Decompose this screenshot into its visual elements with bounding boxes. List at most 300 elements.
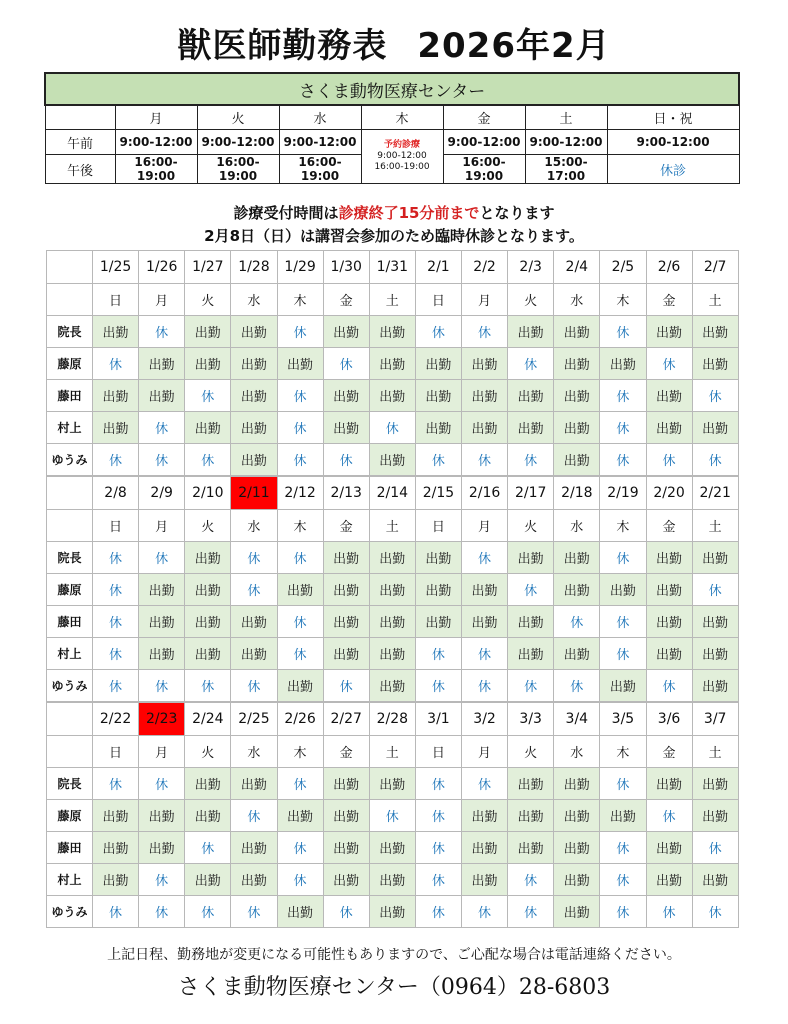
- shift-off-cell: 休: [277, 864, 323, 896]
- pm-hours: 16:00-19:00: [115, 155, 197, 184]
- corner-cell: [47, 251, 93, 284]
- staff-name: 院長: [47, 316, 93, 348]
- shift-off-cell: 休: [231, 542, 277, 574]
- shift-off-cell: 休: [185, 896, 231, 928]
- title-main: 獣医師勤務表: [177, 26, 388, 66]
- notice-text: となります: [479, 204, 555, 222]
- weekday-cell: 金: [323, 284, 369, 316]
- shift-work-cell: 出勤: [277, 896, 323, 928]
- shift-work-cell: 出勤: [554, 832, 600, 864]
- shift-work-cell: 出勤: [185, 316, 231, 348]
- shift-work-cell: 出勤: [369, 574, 415, 606]
- shift-work-cell: 出勤: [554, 638, 600, 670]
- date-row: [47, 251, 739, 284]
- shift-off-cell: 休: [93, 542, 139, 574]
- weekday-cell: 火: [508, 284, 554, 316]
- shift-off-cell: 休: [646, 800, 692, 832]
- shift-work-cell: 出勤: [323, 574, 369, 606]
- date-cell: 2/19: [600, 477, 646, 510]
- shift-off-cell: 休: [508, 348, 554, 380]
- shift-off-cell: 休: [139, 316, 185, 348]
- shift-off-cell: 休: [462, 444, 508, 476]
- staff-name: 藤原: [47, 348, 93, 380]
- date-cell: 2/27: [323, 703, 369, 736]
- shift-work-cell: 出勤: [323, 768, 369, 800]
- shift-off-cell: 休: [600, 832, 646, 864]
- shift-work-cell: 出勤: [231, 412, 277, 444]
- shift-work-cell: 出勤: [139, 832, 185, 864]
- shift-work-cell: 出勤: [600, 800, 646, 832]
- shift-off-cell: 休: [415, 832, 461, 864]
- hours-am-row: [45, 130, 739, 155]
- clinic-hours-table: [44, 72, 740, 184]
- weekday-cell: 土: [369, 736, 415, 768]
- shift-off-cell: 休: [600, 444, 646, 476]
- weekday-cell: 金: [323, 510, 369, 542]
- shift-work-cell: 出勤: [323, 380, 369, 412]
- hours-day: 水: [279, 105, 361, 130]
- shift-off-cell: 休: [554, 670, 600, 702]
- shift-off-cell: 休: [508, 444, 554, 476]
- shift-work-cell: 出勤: [646, 832, 692, 864]
- am-hours: 9:00-12:00: [607, 130, 739, 155]
- thursday-hours: [361, 130, 443, 184]
- shift-work-cell: 出勤: [139, 348, 185, 380]
- am-hours: 9:00-12:00: [443, 130, 525, 155]
- shift-work-cell: 出勤: [600, 670, 646, 702]
- shift-off-cell: 休: [508, 670, 554, 702]
- shift-off-cell: 休: [369, 800, 415, 832]
- shift-work-cell: 出勤: [600, 348, 646, 380]
- shift-off-cell: 休: [277, 542, 323, 574]
- shift-work-cell: 出勤: [231, 864, 277, 896]
- shift-work-cell: 出勤: [185, 348, 231, 380]
- weekday-cell: 土: [692, 510, 738, 542]
- weekday-cell: 水: [231, 510, 277, 542]
- date-cell: 2/21: [692, 477, 738, 510]
- shift-off-cell: 休: [462, 896, 508, 928]
- shift-work-cell: 出勤: [508, 412, 554, 444]
- staff-name: 藤原: [47, 800, 93, 832]
- shift-off-cell: 休: [462, 316, 508, 348]
- shift-off-cell: 休: [231, 800, 277, 832]
- shift-work-cell: 出勤: [646, 606, 692, 638]
- shift-work-cell: 出勤: [692, 412, 738, 444]
- shift-work-cell: 出勤: [415, 348, 461, 380]
- shift-work-cell: 出勤: [646, 638, 692, 670]
- hours-day: 日・祝: [607, 105, 739, 130]
- shift-work-cell: 出勤: [554, 768, 600, 800]
- shift-off-cell: 休: [93, 348, 139, 380]
- shift-work-cell: 出勤: [323, 800, 369, 832]
- shift-work-cell: 出勤: [93, 412, 139, 444]
- staff-name: 藤田: [47, 606, 93, 638]
- weekday-cell: 金: [646, 284, 692, 316]
- shift-work-cell: 出勤: [462, 832, 508, 864]
- shift-off-cell: 休: [231, 670, 277, 702]
- shift-work-cell: 出勤: [185, 864, 231, 896]
- weekday-cell: 金: [646, 736, 692, 768]
- weekday-cell: 月: [139, 284, 185, 316]
- date-cell: 3/3: [508, 703, 554, 736]
- shift-work-cell: 出勤: [554, 380, 600, 412]
- shift-work-cell: 出勤: [462, 864, 508, 896]
- shift-work-cell: 出勤: [139, 574, 185, 606]
- weekday-cell: 土: [692, 284, 738, 316]
- weekday-cell: 木: [277, 284, 323, 316]
- date-cell: 3/4: [554, 703, 600, 736]
- date-cell: 2/26: [277, 703, 323, 736]
- date-cell: 2/9: [139, 477, 185, 510]
- corner-cell: [47, 284, 93, 316]
- shift-work-cell: 出勤: [369, 638, 415, 670]
- shift-off-cell: 休: [415, 670, 461, 702]
- shift-off-cell: 休: [139, 444, 185, 476]
- shift-work-cell: 出勤: [323, 832, 369, 864]
- date-cell: 2/2: [462, 251, 508, 284]
- am-hours: 9:00-12:00: [115, 130, 197, 155]
- roster-week-1: [46, 250, 739, 476]
- shift-work-cell: 出勤: [508, 832, 554, 864]
- shift-off-cell: 休: [600, 542, 646, 574]
- date-cell: 2/7: [692, 251, 738, 284]
- shift-off-cell: 休: [185, 670, 231, 702]
- shift-off-cell: 休: [600, 606, 646, 638]
- shift-off-cell: 休: [185, 832, 231, 864]
- shift-work-cell: 出勤: [646, 864, 692, 896]
- shift-off-cell: 休: [600, 864, 646, 896]
- staff-name: 院長: [47, 542, 93, 574]
- staff-row: [47, 444, 739, 476]
- shift-off-cell: 休: [277, 606, 323, 638]
- shift-work-cell: 出勤: [508, 316, 554, 348]
- weekday-cell: 火: [185, 736, 231, 768]
- date-cell: 2/25: [231, 703, 277, 736]
- shift-off-cell: 休: [277, 768, 323, 800]
- shift-off-cell: 休: [231, 574, 277, 606]
- shift-work-cell: 出勤: [692, 606, 738, 638]
- shift-work-cell: 出勤: [369, 768, 415, 800]
- shift-off-cell: 休: [93, 638, 139, 670]
- weekday-cell: 土: [369, 284, 415, 316]
- shift-off-cell: 休: [277, 832, 323, 864]
- weekday-cell: 日: [415, 510, 461, 542]
- footer-note: 上記日程、勤務地が変更になる可能性もありますので、ご心配な場合は電話連絡ください。: [107, 947, 681, 963]
- shift-off-cell: 休: [462, 542, 508, 574]
- clinic-name-header: さくま動物医療センター: [45, 73, 739, 105]
- shift-off-cell: 休: [462, 670, 508, 702]
- notice-text: 診療受付時間は: [233, 204, 339, 222]
- shift-off-cell: 休: [323, 444, 369, 476]
- shift-work-cell: 出勤: [646, 316, 692, 348]
- staff-row: [47, 606, 739, 638]
- notice-highlight: 診療終了15分前まで: [338, 204, 480, 222]
- shift-off-cell: 休: [600, 412, 646, 444]
- weekday-cell: 水: [231, 284, 277, 316]
- staff-name: 村上: [47, 638, 93, 670]
- title-month: 2026年2月: [417, 26, 611, 66]
- shift-work-cell: 出勤: [462, 574, 508, 606]
- shift-work-cell: 出勤: [323, 864, 369, 896]
- corner-cell: [47, 510, 93, 542]
- shift-off-cell: 休: [415, 864, 461, 896]
- hours-day: 木: [361, 105, 443, 130]
- weekday-cell: 月: [462, 510, 508, 542]
- shift-off-cell: 休: [93, 896, 139, 928]
- shift-off-cell: 休: [415, 316, 461, 348]
- date-row: [47, 477, 739, 510]
- shift-work-cell: 出勤: [508, 768, 554, 800]
- shift-work-cell: 出勤: [139, 380, 185, 412]
- shift-work-cell: 出勤: [415, 542, 461, 574]
- shift-off-cell: 休: [277, 444, 323, 476]
- weekday-cell: 日: [93, 510, 139, 542]
- staff-name: 藤原: [47, 574, 93, 606]
- shift-work-cell: 出勤: [323, 638, 369, 670]
- shift-off-cell: 休: [415, 896, 461, 928]
- shift-off-cell: 休: [139, 542, 185, 574]
- date-cell: 1/28: [231, 251, 277, 284]
- shift-off-cell: 休: [508, 896, 554, 928]
- shift-work-cell: 出勤: [554, 542, 600, 574]
- shift-work-cell: 出勤: [231, 444, 277, 476]
- shift-work-cell: 出勤: [93, 380, 139, 412]
- shift-work-cell: 出勤: [415, 412, 461, 444]
- thursday-am: 9:00-12:00: [377, 151, 427, 161]
- date-cell: 2/13: [323, 477, 369, 510]
- shift-work-cell: 出勤: [646, 574, 692, 606]
- date-cell: 2/18: [554, 477, 600, 510]
- shift-off-cell: 休: [646, 670, 692, 702]
- hours-day: 月: [115, 105, 197, 130]
- weekday-row: [47, 736, 739, 768]
- shift-work-cell: 出勤: [554, 574, 600, 606]
- roster-week-3: [46, 702, 739, 928]
- shift-off-cell: 休: [508, 574, 554, 606]
- date-cell: 2/12: [277, 477, 323, 510]
- holiday-date-cell: 2/11: [231, 477, 277, 510]
- shift-work-cell: 出勤: [508, 542, 554, 574]
- shift-work-cell: 出勤: [139, 638, 185, 670]
- shift-work-cell: 出勤: [369, 542, 415, 574]
- shift-off-cell: 休: [369, 412, 415, 444]
- am-hours: 9:00-12:00: [525, 130, 607, 155]
- date-row: [47, 703, 739, 736]
- date-cell: 2/20: [646, 477, 692, 510]
- weekday-cell: 水: [231, 736, 277, 768]
- shift-work-cell: 出勤: [692, 768, 738, 800]
- reservation-note: 予約診療: [383, 140, 420, 150]
- shift-work-cell: 出勤: [277, 574, 323, 606]
- shift-work-cell: 出勤: [369, 896, 415, 928]
- weekday-cell: 土: [692, 736, 738, 768]
- shift-work-cell: 出勤: [462, 606, 508, 638]
- pm-hours: 16:00-19:00: [279, 155, 361, 184]
- staff-row: [47, 348, 739, 380]
- shift-work-cell: 出勤: [185, 800, 231, 832]
- staff-row: [47, 638, 739, 670]
- thursday-pm: 16:00-19:00: [374, 162, 430, 172]
- shift-work-cell: 出勤: [369, 316, 415, 348]
- shift-work-cell: 出勤: [462, 412, 508, 444]
- shift-work-cell: 出勤: [369, 670, 415, 702]
- date-cell: 2/4: [554, 251, 600, 284]
- notice-closure: 2月8日（日）は講習会参加のため臨時休診となります。: [204, 227, 584, 245]
- shift-work-cell: 出勤: [369, 444, 415, 476]
- shift-work-cell: 出勤: [369, 832, 415, 864]
- date-cell: 1/27: [185, 251, 231, 284]
- date-cell: 1/26: [139, 251, 185, 284]
- shift-work-cell: 出勤: [231, 638, 277, 670]
- shift-work-cell: 出勤: [646, 768, 692, 800]
- shift-off-cell: 休: [93, 606, 139, 638]
- weekday-cell: 木: [277, 510, 323, 542]
- staff-row: [47, 864, 739, 896]
- pm-hours: 16:00-19:00: [197, 155, 279, 184]
- hours-days-row: [45, 105, 739, 130]
- shift-work-cell: 出勤: [185, 606, 231, 638]
- shift-off-cell: 休: [139, 670, 185, 702]
- staff-name: ゆうみ: [47, 444, 93, 476]
- shift-work-cell: 出勤: [93, 864, 139, 896]
- page-title: [0, 18, 788, 67]
- weekday-cell: 火: [185, 284, 231, 316]
- shift-work-cell: 出勤: [554, 348, 600, 380]
- shift-work-cell: 出勤: [508, 606, 554, 638]
- date-cell: 1/31: [369, 251, 415, 284]
- weekday-cell: 月: [139, 510, 185, 542]
- shift-work-cell: 出勤: [185, 574, 231, 606]
- pm-label: 午後: [45, 155, 115, 184]
- shift-off-cell: 休: [508, 864, 554, 896]
- shift-off-cell: 休: [646, 444, 692, 476]
- weekday-cell: 日: [93, 284, 139, 316]
- am-label: 午前: [45, 130, 115, 155]
- shift-work-cell: 出勤: [93, 832, 139, 864]
- staff-name: 村上: [47, 412, 93, 444]
- corner-cell: [47, 477, 93, 510]
- shift-work-cell: 出勤: [139, 800, 185, 832]
- date-cell: 2/16: [462, 477, 508, 510]
- shift-off-cell: 休: [185, 444, 231, 476]
- shift-off-cell: 休: [554, 606, 600, 638]
- shift-off-cell: 休: [139, 896, 185, 928]
- shift-work-cell: 出勤: [554, 316, 600, 348]
- date-cell: 2/8: [93, 477, 139, 510]
- am-hours: 9:00-12:00: [279, 130, 361, 155]
- hours-corner: [45, 105, 115, 130]
- shift-off-cell: 休: [692, 832, 738, 864]
- shift-off-cell: 休: [692, 574, 738, 606]
- date-cell: 2/14: [369, 477, 415, 510]
- shift-work-cell: 出勤: [415, 574, 461, 606]
- staff-name: 院長: [47, 768, 93, 800]
- shift-work-cell: 出勤: [554, 444, 600, 476]
- shift-work-cell: 出勤: [323, 316, 369, 348]
- shift-off-cell: 休: [93, 768, 139, 800]
- shift-off-cell: 休: [93, 670, 139, 702]
- staff-row: [47, 896, 739, 928]
- shift-work-cell: 出勤: [231, 380, 277, 412]
- weekday-cell: 木: [277, 736, 323, 768]
- shift-off-cell: 休: [462, 768, 508, 800]
- shift-work-cell: 出勤: [185, 768, 231, 800]
- staff-name: 村上: [47, 864, 93, 896]
- shift-work-cell: 出勤: [185, 638, 231, 670]
- shift-work-cell: 出勤: [646, 380, 692, 412]
- shift-work-cell: 出勤: [323, 542, 369, 574]
- shift-work-cell: 出勤: [692, 638, 738, 670]
- shift-work-cell: 出勤: [646, 412, 692, 444]
- date-cell: 2/3: [508, 251, 554, 284]
- roster-week-2: [46, 476, 739, 702]
- shift-off-cell: 休: [646, 348, 692, 380]
- shift-off-cell: 休: [277, 412, 323, 444]
- shift-off-cell: 休: [600, 316, 646, 348]
- weekday-cell: 月: [462, 736, 508, 768]
- shift-off-cell: 休: [277, 316, 323, 348]
- notice-reception: [0, 202, 788, 223]
- pm-hours: 16:00-19:00: [443, 155, 525, 184]
- footer-contact: さくま動物医療センター（0964）28-6803: [177, 975, 611, 1000]
- shift-off-cell: 休: [323, 670, 369, 702]
- shift-off-cell: 休: [277, 638, 323, 670]
- staff-name: ゆうみ: [47, 670, 93, 702]
- weekday-cell: 火: [185, 510, 231, 542]
- shift-work-cell: 出勤: [185, 542, 231, 574]
- date-cell: 2/10: [185, 477, 231, 510]
- staff-row: [47, 380, 739, 412]
- weekday-cell: 水: [554, 736, 600, 768]
- staff-row: [47, 832, 739, 864]
- shift-work-cell: 出勤: [692, 670, 738, 702]
- shift-off-cell: 休: [415, 444, 461, 476]
- weekday-cell: 月: [462, 284, 508, 316]
- shift-work-cell: 出勤: [554, 800, 600, 832]
- shift-off-cell: 休: [185, 380, 231, 412]
- shift-work-cell: 出勤: [231, 348, 277, 380]
- shift-work-cell: 出勤: [277, 800, 323, 832]
- shift-work-cell: 出勤: [508, 380, 554, 412]
- shift-work-cell: 出勤: [139, 606, 185, 638]
- shift-work-cell: 出勤: [415, 606, 461, 638]
- date-cell: 2/24: [185, 703, 231, 736]
- shift-work-cell: 出勤: [508, 638, 554, 670]
- weekday-cell: 日: [93, 736, 139, 768]
- shift-work-cell: 出勤: [93, 800, 139, 832]
- shift-work-cell: 出勤: [185, 412, 231, 444]
- shift-work-cell: 出勤: [692, 864, 738, 896]
- hours-day: 金: [443, 105, 525, 130]
- shift-work-cell: 出勤: [554, 412, 600, 444]
- shift-off-cell: 休: [462, 638, 508, 670]
- shift-off-cell: 休: [323, 896, 369, 928]
- staff-name: 藤田: [47, 832, 93, 864]
- shift-off-cell: 休: [139, 768, 185, 800]
- shift-work-cell: 出勤: [554, 864, 600, 896]
- weekday-cell: 月: [139, 736, 185, 768]
- shift-off-cell: 休: [692, 380, 738, 412]
- hours-day: 火: [197, 105, 279, 130]
- shift-off-cell: 休: [600, 380, 646, 412]
- shift-work-cell: 出勤: [323, 412, 369, 444]
- staff-row: [47, 670, 739, 702]
- shift-work-cell: 出勤: [415, 380, 461, 412]
- shift-off-cell: 休: [139, 412, 185, 444]
- weekday-cell: 木: [600, 736, 646, 768]
- shift-work-cell: 出勤: [231, 606, 277, 638]
- shift-work-cell: 出勤: [369, 380, 415, 412]
